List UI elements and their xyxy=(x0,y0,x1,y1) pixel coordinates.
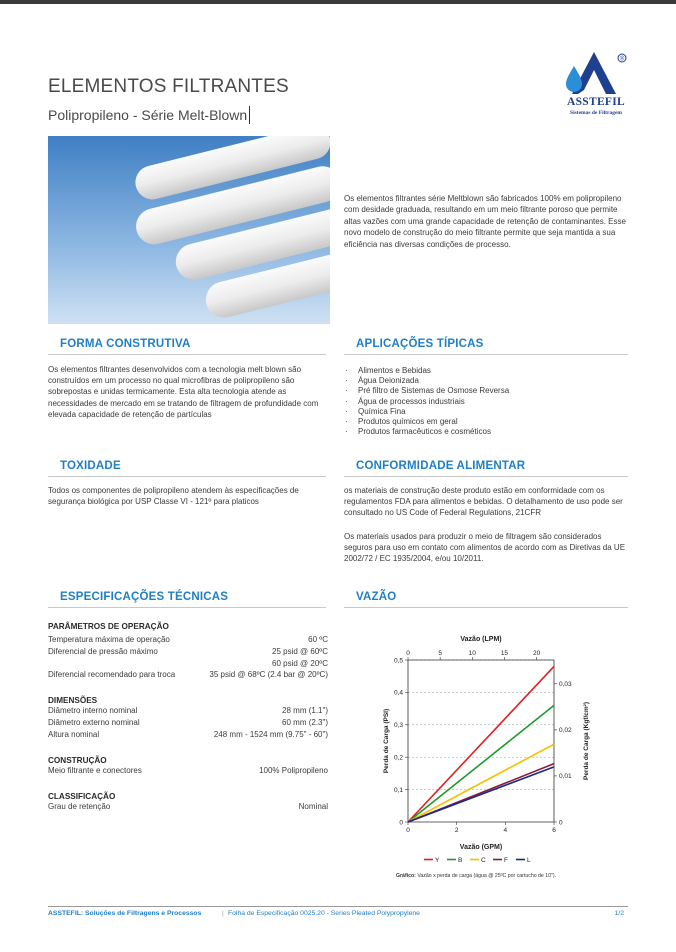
legend-label: F xyxy=(504,857,508,864)
list-item: · Produtos químicos em geral xyxy=(344,417,634,427)
chart-caption: Gráfico: Vazão x perda de carga (água @ 25ºC por cartucho de 10"). xyxy=(396,873,557,879)
y-tick-label: 0,1 xyxy=(393,786,403,794)
spec-heading: CONSTRUÇÃO xyxy=(48,756,107,765)
x-axis-label: Vazão (GPM) xyxy=(459,844,503,851)
x2-tick-label: 20 xyxy=(532,650,541,657)
spec-row xyxy=(48,765,328,777)
x-tick-label: 0 xyxy=(406,827,410,834)
aplicacoes-list xyxy=(344,366,634,437)
spec-classificacao xyxy=(48,792,328,813)
spec-value: 35 psid @ 68ºC (2.4 bar @ 20ºC) xyxy=(209,670,328,680)
x2-tick-label: 10 xyxy=(468,650,476,657)
spec-value: 248 mm - 1524 mm (9.75" - 60") xyxy=(213,729,328,739)
spec-row xyxy=(48,801,328,813)
conformidade-text-1: os materiais de construção deste produto estão em conformidade com os regulamentos FDA para alimentos e bebidas. O detalhamento de uso pode ser consultado no US Code of Federal Regulations, 21CFR xyxy=(344,486,623,518)
spec-construcao xyxy=(48,756,328,777)
legend-label: C xyxy=(481,857,486,864)
y-tick-label: 0,3 xyxy=(393,722,403,730)
y2-tick-label: 0 xyxy=(559,819,563,827)
section-title: TOXIDADE xyxy=(60,460,121,472)
spec-row xyxy=(48,729,328,741)
spec-dimensoes xyxy=(48,696,328,740)
section-forma-construtiva xyxy=(48,338,326,355)
x2-tick-label: 5 xyxy=(438,650,442,657)
spec-row xyxy=(48,634,328,646)
spec-value: 60 psid @ 20ºC xyxy=(272,658,328,668)
x2-axis-label: Vazão (LPM) xyxy=(460,636,502,643)
logo-name: ASSTEFIL xyxy=(566,96,625,108)
footer-page-number: 1/2 xyxy=(614,910,624,917)
spec-key: Diferencial recomendado para troca xyxy=(48,670,176,680)
y-tick-label: 0,2 xyxy=(393,754,403,762)
list-item: · Água de processos industriais xyxy=(344,397,634,407)
section-title: ESPECIFICAÇÕES TÉCNICAS xyxy=(60,591,229,603)
section-conformidade xyxy=(344,460,628,477)
y-tick-label: 0,4 xyxy=(393,689,403,697)
section-aplicacoes xyxy=(344,338,628,355)
svg-text:®: ® xyxy=(619,56,625,63)
logo-tagline: Sistemas de Filtragem xyxy=(570,110,622,116)
x2-tick-label: 0 xyxy=(406,650,410,657)
list-item: · Água Deionizada xyxy=(344,376,634,386)
section-toxidade xyxy=(48,460,326,477)
x-tick-label: 6 xyxy=(552,827,556,834)
y2-axis-label: Perda de Carga (Kgf/cm²) xyxy=(583,701,590,781)
list-item: · Produtos farmacêuticos e cosméticos xyxy=(344,427,634,437)
list-item: · Pré filtro de Sistemas de Osmose Reversa xyxy=(344,386,634,396)
logo-drop-icon xyxy=(566,66,582,92)
section-title: FORMA CONSTRUTIVA xyxy=(60,338,191,350)
spec-row xyxy=(48,705,328,717)
spec-row xyxy=(48,717,328,729)
y-tick-label: 0 xyxy=(399,819,403,827)
intro-text: Os elementos filtrantes série Meltblown são fabricados 100% em polipropileno com desidade graduada, resultando em um meio filtrante poroso que permite altas vazões com uma grande capacidade de retenção de contaminantes. Esse novo modelo de construção do meio filtrante permite que seja mantida a sua eficiência nas diversas condições de processo. xyxy=(344,194,626,249)
series-line-c xyxy=(408,744,554,822)
x-tick-label: 4 xyxy=(503,827,508,834)
spec-value: 25 psid @ 60ºC xyxy=(272,646,328,656)
y2-tick-label: 0,01 xyxy=(559,773,572,781)
spec-value: 28 mm (1.1") xyxy=(282,706,328,715)
spec-key: Meio filtrante e conectores xyxy=(48,766,142,775)
spec-value: 60 ºC xyxy=(308,635,328,644)
legend-label: B xyxy=(458,857,463,864)
toxidade-text: Todos os componentes de polipropileno atendem às especificações de segurança biológica por USP Classe VI - 121º para platicos xyxy=(48,486,299,507)
series-line-y xyxy=(408,666,554,822)
footer xyxy=(48,906,628,918)
list-item: · Alimentos e Bebidas xyxy=(344,366,634,376)
footer-document: Folha de Especificação 0025.20 - Series Pleated Polypropylene xyxy=(228,910,420,917)
forma-construtiva-text: Os elementos filtrantes desenvolvidos com a tecnologia melt blown são construídos em um processo no qual microfibras de polipropileno são sobrepostas e unidas termicamente. Esta alta tecnologia atende as necessidades de mercado em se tratando de filtragem de profundidade com elevada capacidade de retenção de partículas xyxy=(48,365,319,419)
spec-key: Diâmetro interno nominal xyxy=(48,706,138,715)
list-item: · Química Fina xyxy=(344,407,634,417)
legend-label: Y xyxy=(435,857,440,864)
spec-key: Diâmetro externo nominal xyxy=(48,717,140,727)
y2-tick-label: 0,02 xyxy=(559,727,572,735)
spec-key: Diferencial de pressão máximo xyxy=(48,646,158,656)
footer-separator: | xyxy=(222,910,224,917)
spec-operacao xyxy=(48,622,328,681)
product-photo xyxy=(48,136,330,324)
series-line-b xyxy=(408,705,554,822)
section-title: VAZÃO xyxy=(356,591,397,603)
spec-value: Nominal xyxy=(298,802,328,811)
section-vazao xyxy=(344,591,628,608)
spec-row xyxy=(48,646,328,658)
spec-heading: CLASSIFICAÇÃO xyxy=(48,792,116,801)
section-title: CONFORMIDADE ALIMENTAR xyxy=(356,460,526,472)
x-tick-label: 2 xyxy=(454,827,459,834)
section-especificacoes xyxy=(48,591,326,608)
spec-heading: PARÂMETROS DE OPERAÇÃO xyxy=(48,622,169,631)
conformidade-text-2: Os materiais usados para produzir o meio de filtragem são considerados seguros para uso em contato com alimentos de acordo com as Diretivas da UE 2002/72 / EC 1935/2004, e/ou 10/2011. xyxy=(344,532,626,564)
series-line-l xyxy=(408,767,554,822)
section-title: APLICAÇÕES TÍPICAS xyxy=(356,338,484,350)
footer-brand: ASSTEFIL: Soluções de Filtragens e Processos xyxy=(48,910,202,917)
spec-key: Altura nominal xyxy=(48,729,100,739)
spec-key: Grau de retenção xyxy=(48,802,111,811)
page-subtitle: Polipropileno - Série Melt-Blown xyxy=(48,106,250,124)
spec-row xyxy=(48,658,328,670)
y-tick-label: 0,5 xyxy=(393,657,403,665)
flow-chart xyxy=(364,630,600,868)
spec-row xyxy=(48,669,328,681)
spec-value: 60 mm (2.3") xyxy=(282,717,328,727)
legend-label: L xyxy=(527,857,531,864)
top-rule xyxy=(0,0,676,4)
x2-tick-label: 15 xyxy=(500,650,509,657)
page-title: ELEMENTOS FILTRANTES xyxy=(48,76,289,97)
y2-tick-label: 0,03 xyxy=(559,681,572,689)
y-axis-label: Perda de Carga (PSI) xyxy=(383,708,390,774)
spec-key: Temperatura máxima de operação xyxy=(48,635,170,644)
spec-heading: DIMENSÕES xyxy=(48,696,98,705)
spec-value: 100% Polipropileno xyxy=(259,766,328,775)
